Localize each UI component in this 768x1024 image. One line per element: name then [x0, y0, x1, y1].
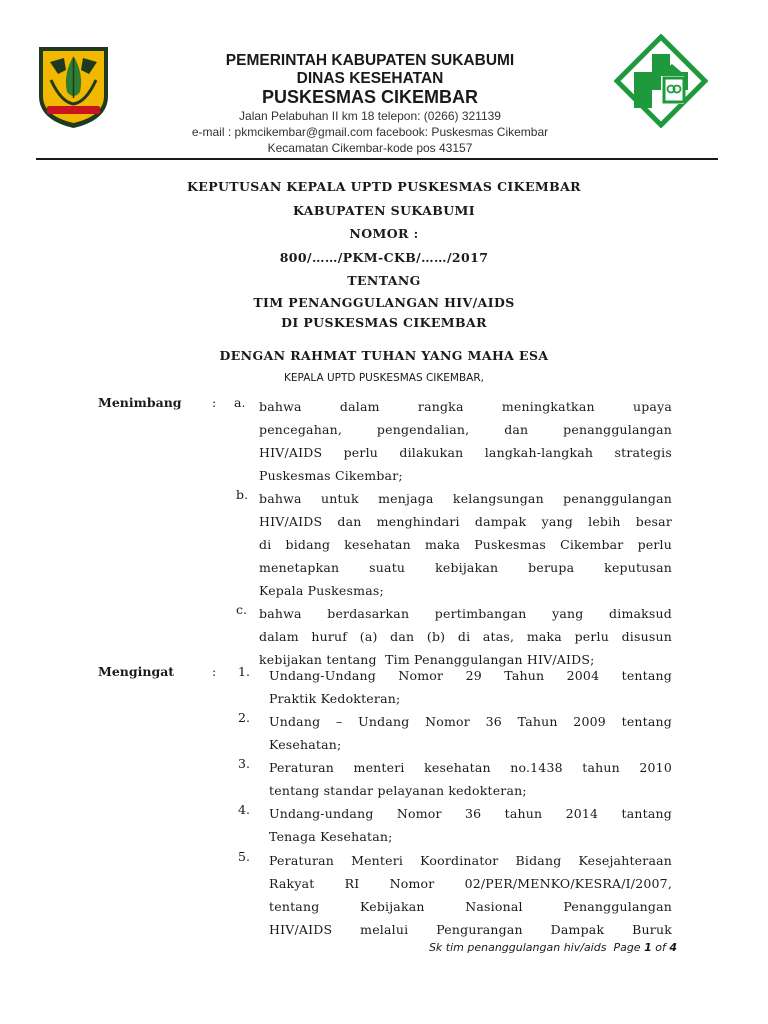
- mengingat-item-5: [269, 849, 672, 941]
- mengingat-item-3-line: Peraturan menteri kesehatan no.1438 tahun 2010: [269, 760, 672, 775]
- menimbang-item-a-line: pencegahan, pengendalian, dan penanggulangan: [259, 422, 672, 437]
- decree-invocation: DENGAN RAHMAT TUHAN YANG MAHA ESA: [219, 348, 549, 363]
- mengingat-item-5-line: tentang Kebijakan Nasional Penanggulangan: [269, 899, 672, 914]
- menimbang-item-c-line: bahwa berdasarkan pertimbangan yang dimaksud: [259, 606, 672, 621]
- menimbang-item-b: [259, 487, 672, 602]
- mengingat-marker-3: 3.: [238, 756, 250, 771]
- menimbang-item-b-line: HIV/AIDS dan menghindari dampak yang lebih besar: [259, 514, 672, 529]
- menimbang-item-b-line: di bidang kesehatan maka Puskesmas Cikembar perlu: [259, 537, 672, 552]
- mengingat-item-3: [269, 756, 672, 802]
- mengingat-item-4-line: Tenaga Kesehatan;: [269, 829, 393, 844]
- kop-line-institution: PUSKESMAS CIKEMBAR: [261, 87, 479, 107]
- kop-address: Jalan Pelabuhan II km 18 telepon: (0266) 321139: [239, 109, 501, 123]
- footer-of: of: [651, 941, 670, 954]
- mengingat-item-1: [269, 664, 672, 710]
- mengingat-item-1-line: Undang-Undang Nomor 29 Tahun 2004 tentang: [269, 668, 672, 683]
- mengingat-item-5-line: Peraturan Menteri Koordinator Bidang Kesejahteraan: [269, 853, 672, 868]
- mengingat-item-4: [269, 802, 672, 848]
- decree-issuer: KEPALA UPTD PUSKESMAS CIKEMBAR,: [284, 372, 484, 384]
- menimbang-item-a-line: bahwa dalam rangka meningkatkan upaya: [259, 399, 672, 414]
- sukabumi-emblem-icon: [36, 44, 111, 130]
- sukabumi-emblem-logo: [36, 44, 111, 130]
- mengingat-item-2-line: Undang – Undang Nomor 36 Tahun 2009 tentang: [269, 714, 672, 729]
- decree-title-line1: KEPUTUSAN KEPALA UPTD PUSKESMAS CIKEMBAR: [187, 179, 581, 194]
- mengingat-colon: :: [212, 664, 217, 679]
- menimbang-colon: :: [212, 395, 217, 410]
- puskesmas-logo: [614, 34, 708, 128]
- mengingat-marker-4: 4.: [238, 802, 250, 817]
- menimbang-item-a-line: Puskesmas Cikembar;: [259, 468, 403, 483]
- menimbang-item-a-line: HIV/AIDS perlu dilakukan langkah-langkah strategis: [259, 445, 672, 460]
- page-footer: [429, 941, 677, 954]
- decree-number-label: NOMOR :: [349, 226, 419, 241]
- mengingat-item-4-line: Undang-undang Nomor 36 tahun 2014 tantang: [269, 806, 672, 821]
- menimbang-item-c-line: dalam huruf (a) dan (b) di atas, maka perlu disusun: [259, 629, 672, 644]
- mengingat-item-5-line: HIV/AIDS melalui Pengurangan Dampak Buruk: [269, 922, 672, 937]
- kop-contact: e-mail : pkmcikembar@gmail.com facebook: Puskesmas Cikembar: [191, 125, 549, 139]
- footer-page-number: 1: [644, 941, 652, 954]
- decree-title-line2: KABUPATEN SUKABUMI: [293, 203, 475, 218]
- kop-line-agency: DINAS KESEHATAN: [296, 70, 444, 87]
- menimbang-item-c-line: kebijakan tentang Tim Penanggulangan HIV/AIDS;: [259, 652, 595, 667]
- kop-district: Kecamatan Cikembar-kode pos 43157: [267, 141, 473, 155]
- decree-subject-line1: TIM PENANGGULANGAN HIV/AIDS: [253, 295, 515, 310]
- menimbang-item-c: [259, 602, 672, 671]
- menimbang-item-a: [259, 395, 672, 487]
- mengingat-item-3-line: tentang standar pelayanan kedokteran;: [269, 783, 527, 798]
- decree-number: 800/……/PKM-CKB/……/2017: [279, 250, 489, 265]
- decree-subject-line2: DI PUSKESMAS CIKEMBAR: [281, 315, 487, 330]
- footer-page-total: 4: [669, 941, 677, 954]
- mengingat-label: Mengingat: [98, 664, 175, 679]
- mengingat-item-1-line: Praktik Kedokteran;: [269, 691, 401, 706]
- decree-tentang: TENTANG: [347, 273, 421, 288]
- mengingat-marker-5: 5.: [238, 849, 250, 864]
- mengingat-item-2-line: Kesehatan;: [269, 737, 342, 752]
- menimbang-marker-b: b.: [236, 487, 248, 502]
- mengingat-item-2: [269, 710, 672, 756]
- kop-line-government: PEMERINTAH KABUPATEN SUKABUMI: [225, 52, 515, 69]
- letterhead-divider: [36, 158, 718, 160]
- mengingat-item-5-line: Rakyat RI Nomor 02/PER/MENKO/KESRA/I/2007,: [269, 876, 672, 891]
- mengingat-marker-2: 2.: [238, 710, 250, 725]
- puskesmas-logo-icon: [614, 34, 708, 128]
- menimbang-item-b-line: menetapkan suatu kebijakan berupa keputusan: [259, 560, 672, 575]
- menimbang-item-b-line: bahwa untuk menjaga kelangsungan penanggulangan: [259, 491, 672, 506]
- menimbang-label: Menimbang: [98, 395, 182, 410]
- footer-text: Sk tim penanggulangan hiv/aids Page: [428, 941, 645, 954]
- menimbang-marker-c: c.: [236, 602, 247, 617]
- menimbang-marker-a: a.: [234, 395, 246, 410]
- mengingat-marker-1: 1.: [238, 664, 250, 679]
- menimbang-item-b-line: Kepala Puskesmas;: [259, 583, 384, 598]
